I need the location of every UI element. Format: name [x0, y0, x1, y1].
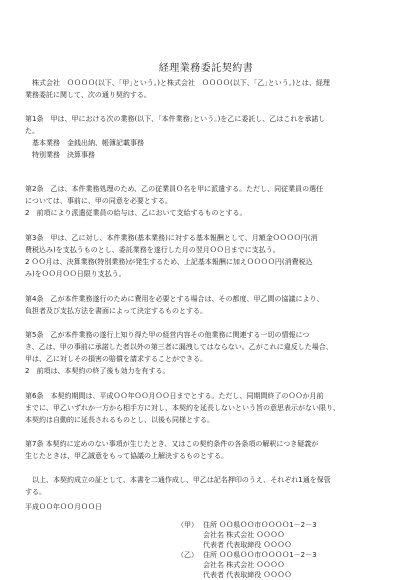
- article-2-line: 第2条 乙は、本件業務処理のため、乙の従業員Ｏ名を甲に派遣する。ただし、同従業員の選任: [25, 185, 324, 193]
- party-b-company: 会社名 株式会社 ＯＯＯＯ: [203, 561, 285, 569]
- article-6-line: までに、甲乙いずれか一方から相手方に対し、本契約を延長しないという旨の意思表示がない限り、: [25, 404, 340, 412]
- service-item-special: 特別業務 決算事務: [25, 151, 95, 159]
- article-2-line: 2 前項により派遣従業員の給与は、乙において支給するものとする。: [25, 209, 247, 217]
- contract-date: 平成ＯＯ年ＯＯ月ＯＯ日: [25, 503, 102, 511]
- party-a-label: （甲）: [177, 521, 198, 529]
- party-b-address: 住所 ＯＯ県ＯＯ市ＯＯＯＯ1－2－3: [203, 551, 317, 559]
- party-b-label: （乙）: [177, 551, 198, 559]
- article-6-line: 第6条 本契約期間は、平成ＯＯ年ＯＯ月ＯＯ日までとする。ただし、同期間終了のＯＯか月前: [25, 392, 324, 400]
- closing-line: する。: [25, 488, 46, 496]
- article-2-line: については、事前に、甲の同意を必要とする。: [25, 197, 172, 205]
- article-5-line: 第5条 乙が本件業務の遂行上知り得た甲の経営内容その他業務に関連する一切の情報につ: [25, 331, 310, 339]
- intro-line: 株式会社 ＯＯＯＯ(以下、｢甲｣という。)と株式会社 ＯＯＯＯ(以下、｢乙｣という。)とは、経理: [25, 79, 330, 87]
- article-4-line: 負担者及び支払方法を書面によって決定するものとする。: [25, 307, 207, 315]
- article-4-line: 第4条 乙が本件業務遂行のために費用を必要とする場合は、その都度、甲乙間の協議により、: [25, 295, 324, 303]
- article-7-line: 第7条 本契約に定めのない事項が生じたとき、又はこの契約条件の各条項の解釈につき疑義が: [25, 440, 319, 448]
- article-6-line: 本契約は自動的に延長されるものとし、以後も同様とする。: [25, 416, 214, 424]
- party-b-representative: 代表者 代表取締役 ＯＯＯＯ: [203, 571, 292, 579]
- article-5-line: き、乙は、甲の事前に承諾した者以外の第三者に漏洩してはならない。乙がこれに違反した場合、: [25, 343, 333, 351]
- closing-line: 以上、本契約成立の証として、本書を二通作成し、甲乙は記名押印のうえ、それぞれ1通を保管: [25, 476, 331, 484]
- document-title: 経理業務委託契約書: [158, 63, 254, 74]
- article-7-line: 生じたときは、甲乙誠意をもって協議の上解決するものとする。: [25, 452, 228, 460]
- intro-line: 業務委託に関して、次の通り契約する。: [25, 91, 151, 99]
- article-1-line: た。: [25, 127, 39, 135]
- article-3-line: 費税込み)を支払うものとし、委託業務を遂行した月の翌月ＯＯ日までに支払う。: [25, 246, 280, 254]
- service-item-basic: 基本業務 金銭出納、帳簿記載事務: [25, 139, 144, 147]
- party-a-company: 会社名 株式会社 ＯＯＯＯ: [203, 531, 285, 539]
- article-3-line: 2 ＯＯ月は、決算業務(特別業務)が発生するため、上記基本報酬に加えＯＯＯＯ円(消費税込: [25, 258, 313, 266]
- article-3-line: 第3条 甲は、乙に対し、本件業務(基本業務)に対する基本報酬として、月額金ＯＯＯＯ円(消: [25, 234, 318, 242]
- party-a-address: 住所 ＯＯ県ＯＯ市ＯＯＯＯ1－2－3: [203, 521, 317, 529]
- article-5-line: 2 前項は、本契約の終了後も効力を有する。: [25, 367, 170, 375]
- article-1-line: 第1条 甲は、甲における次の業務(以下、｢本件業務｣という。)を乙に委託し、乙はこれを承諾し: [25, 115, 326, 123]
- article-3-line: み)をＯＯ月ＯＯ日限り支払う。: [25, 270, 126, 278]
- article-5-line: 甲は、乙に対しその損害の賠償を請求することができる。: [25, 355, 207, 363]
- party-a-representative: 代表者 代表取締役 ＯＯＯＯ: [203, 541, 292, 549]
